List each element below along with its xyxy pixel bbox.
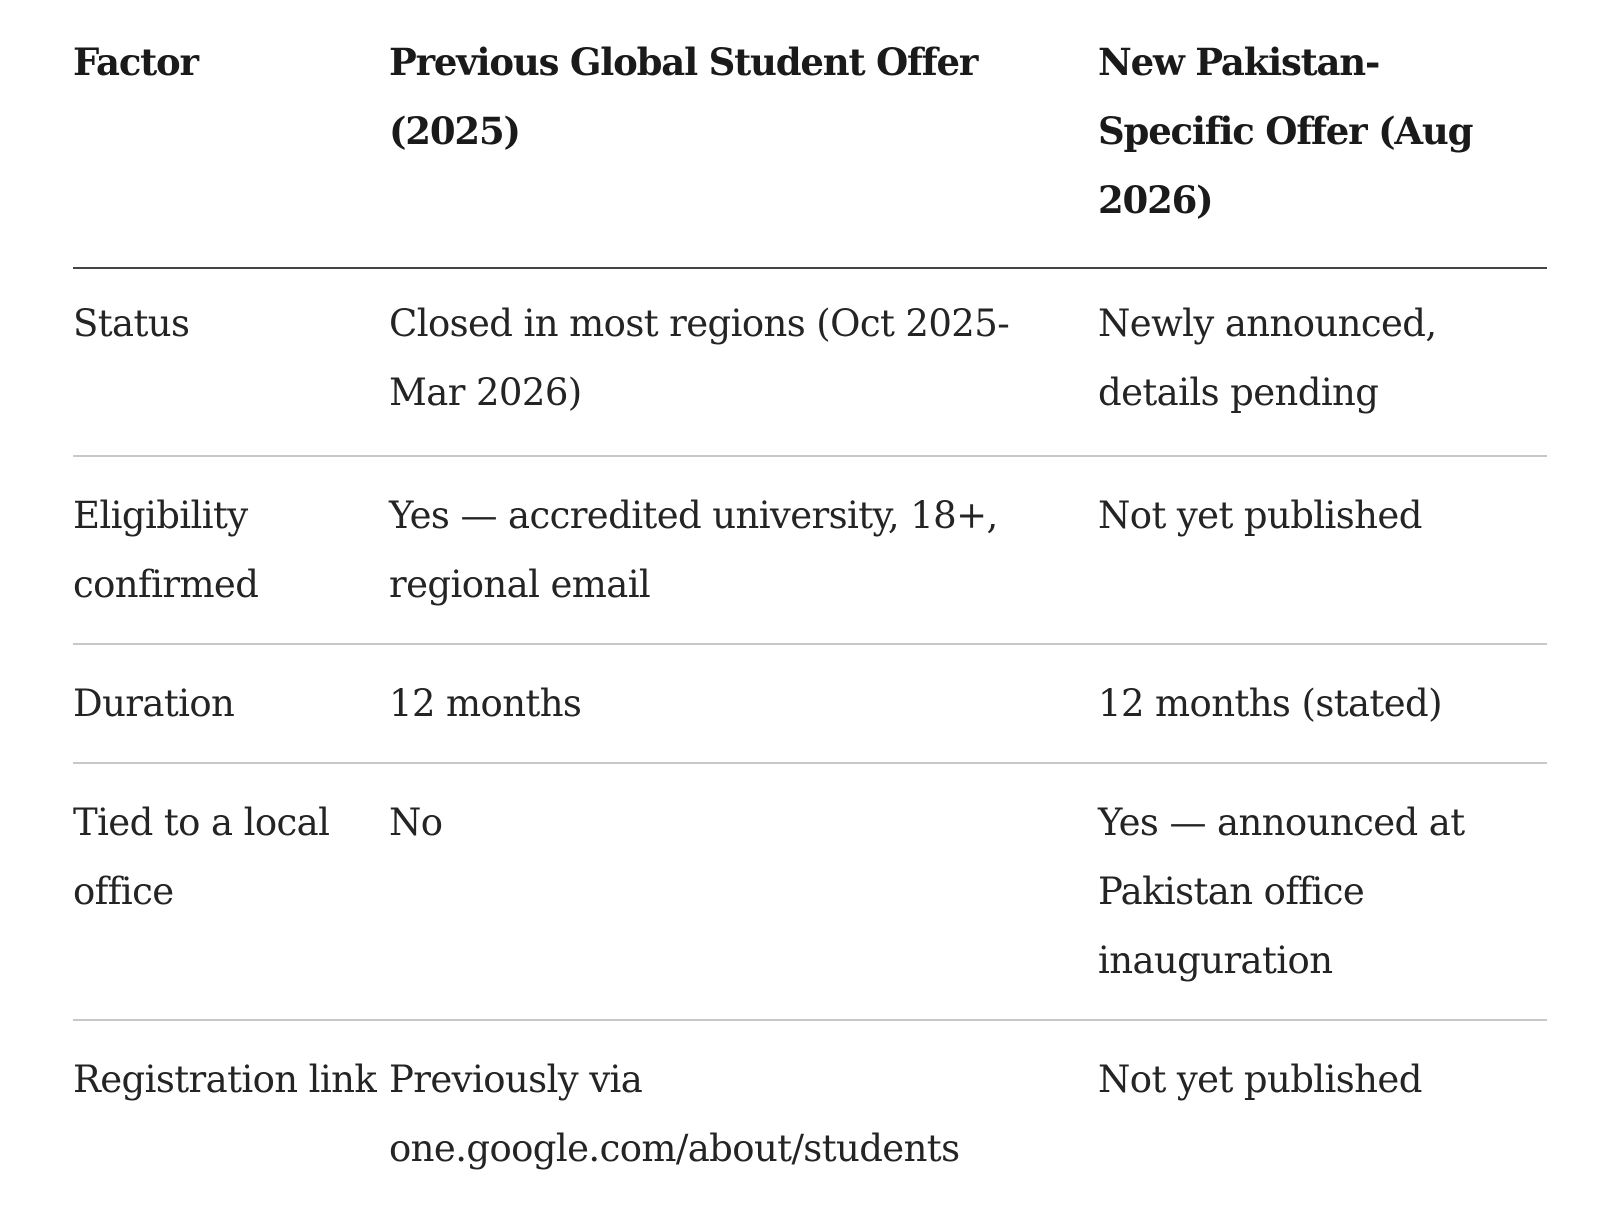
row-previous-cell: 12 months (389, 682, 582, 725)
table-body (73, 268, 1547, 1207)
row-factor-cell: Eligibility confirmed (73, 494, 259, 606)
header-previous-offer: Previous Global Student Offer (2025) (389, 40, 978, 153)
row-previous-cell: Yes — accredited university, 18+, regional email (389, 494, 998, 606)
comparison-table (73, 28, 1547, 1207)
comparison-table-container (73, 28, 1547, 1207)
row-new-cell: 12 months (stated) (1098, 682, 1442, 725)
row-previous-cell: Closed in most regions (Oct 2025-Mar 2026) (389, 302, 1010, 414)
table-row (73, 644, 1547, 763)
table-header (73, 28, 1547, 268)
row-factor-cell: Registration link (73, 1058, 377, 1101)
row-previous-cell: No (389, 801, 443, 844)
row-new-cell: Not yet published (1098, 1058, 1422, 1101)
row-factor-cell: Duration (73, 682, 235, 725)
table-row (73, 1020, 1547, 1207)
row-new-cell: Not yet published (1098, 494, 1422, 537)
table-row (73, 763, 1547, 1020)
row-previous-cell: Previously via one.google.com/about/students (389, 1058, 960, 1170)
table-row (73, 456, 1547, 644)
table-row (73, 268, 1547, 456)
row-factor-cell: Status (73, 302, 190, 345)
header-factor: Factor (73, 40, 198, 84)
row-new-cell: Yes — announced at Pakistan office inauguration (1098, 801, 1465, 982)
header-new-offer: New Pakistan-Specific Offer (Aug 2026) (1098, 40, 1473, 222)
header-row (73, 28, 1547, 268)
row-new-cell: Newly announced, details pending (1098, 302, 1437, 414)
row-factor-cell: Tied to a local office (73, 801, 330, 913)
